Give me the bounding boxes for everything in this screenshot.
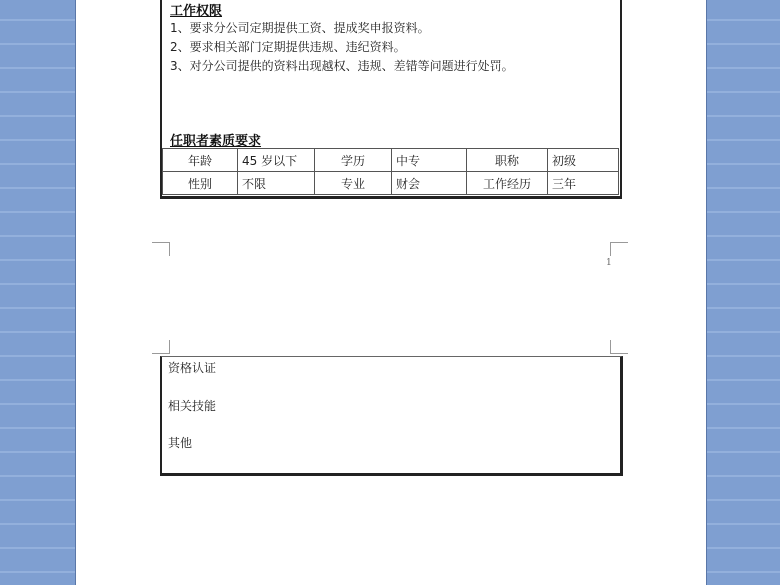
- qualification-title: 任职者素质要求: [170, 134, 262, 149]
- table-cell: 不限: [238, 172, 315, 195]
- table-cell: 年龄: [163, 149, 238, 172]
- crop-mark-top-left-icon: [152, 242, 170, 256]
- table-row: [163, 149, 619, 172]
- qualification-table: [162, 148, 619, 195]
- authority-line-3: 3、对分公司提供的资料出现越权、违规、差错等问题进行处罚。: [170, 59, 514, 73]
- document-page: [76, 0, 706, 585]
- list-item: 相关技能: [168, 399, 217, 413]
- table-cell: 初级: [548, 149, 619, 172]
- authority-line-2: 2、要求相关部门定期提供违规、违纪资料。: [170, 40, 406, 54]
- table-cell: 三年: [548, 172, 619, 195]
- table-cell: 性别: [163, 172, 238, 195]
- table-cell: 职称: [467, 149, 548, 172]
- crop-mark-top-right-icon: [610, 242, 628, 256]
- table-cell: 45 岁以下: [238, 149, 315, 172]
- list-item: 资格认证: [168, 361, 217, 375]
- crop-mark-bottom-right-icon: [610, 340, 628, 354]
- job-authority-title: 工作权限: [170, 4, 223, 19]
- list-item: 其他: [168, 436, 193, 450]
- table-row: [163, 172, 619, 195]
- table-cell: 财会: [392, 172, 467, 195]
- crop-mark-bottom-left-icon: [152, 340, 170, 354]
- table-cell: 工作经历: [467, 172, 548, 195]
- other-qualifications-box: [160, 356, 623, 476]
- table-cell: 学历: [315, 149, 392, 172]
- table-cell: 中专: [392, 149, 467, 172]
- table-cell: 专业: [315, 172, 392, 195]
- page-number: 1: [606, 258, 612, 268]
- authority-line-1: 1、要求分公司定期提供工资、提成奖申报资料。: [170, 21, 430, 35]
